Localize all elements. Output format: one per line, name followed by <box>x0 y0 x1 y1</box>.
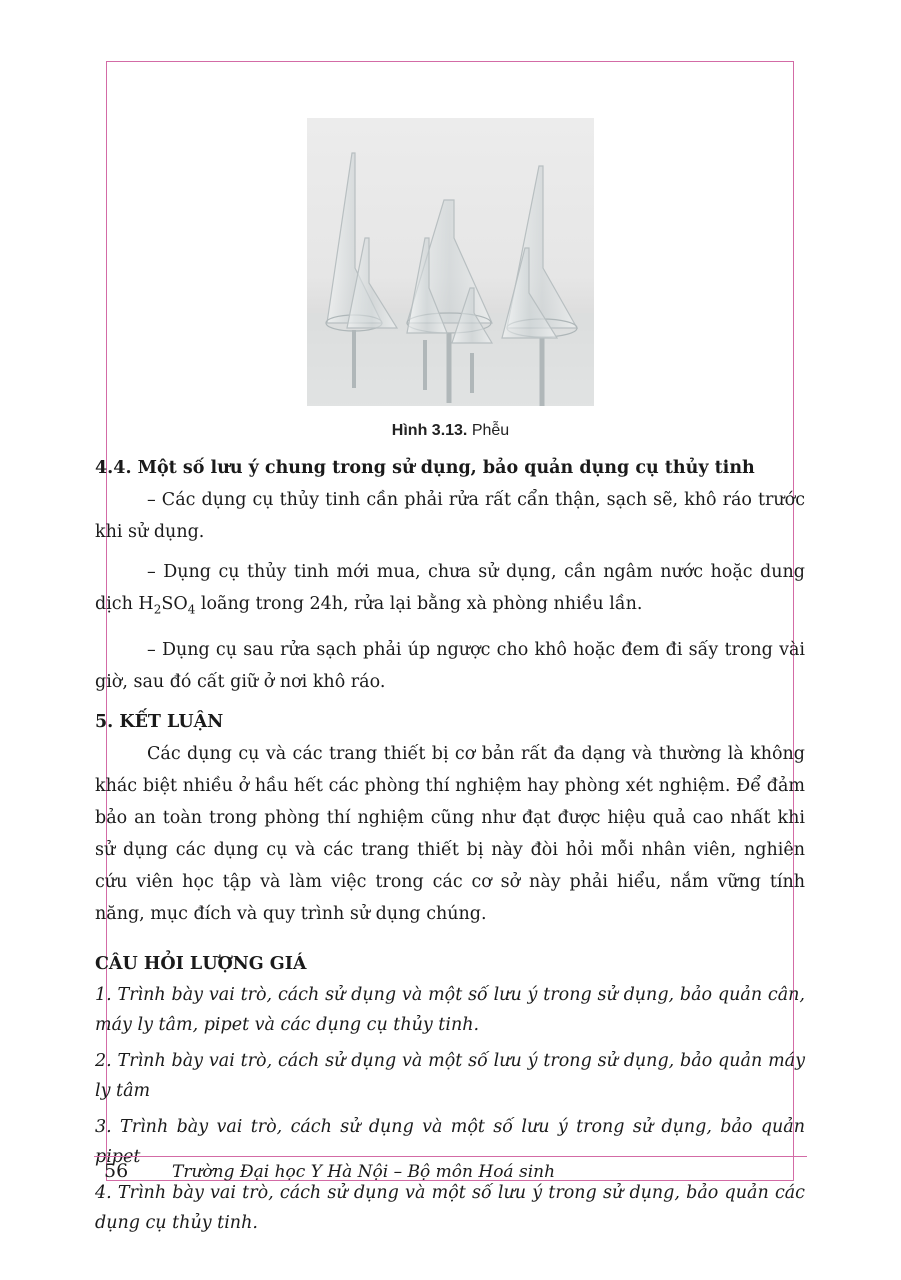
section-4-4-item-2 <box>95 556 805 626</box>
section-5-heading: 5. KẾT LUẬN <box>95 711 224 732</box>
page-number: 56 <box>104 1160 129 1182</box>
section-4-4-item-3: – Dụng cụ sau rửa sạch phải úp ngược cho khô hoặc đem đi sấy trong vài giờ, sau đó cất giữ ở nơi khô ráo. <box>95 639 805 692</box>
section-4-4-item-1: – Các dụng cụ thủy tinh cần phải rửa rất cẩn thận, sạch sẽ, khô ráo trước khi sử dụng. <box>95 490 805 542</box>
item-2-sub-1: 2 <box>153 602 162 617</box>
item-2-sub-2: 4 <box>187 602 196 617</box>
section-4-4-heading: 4.4. Một số lưu ý chung trong sử dụng, bảo quản dụng cụ thủy tinh <box>95 458 755 478</box>
item-2-after: loãng trong 24h, rửa lại bằng xà phòng nhiều lần. <box>195 594 643 614</box>
page-content <box>95 452 805 1244</box>
footer-text: Trường Đại học Y Hà Nội – Bộ môn Hoá sinh <box>172 1162 556 1182</box>
question-3: 3. Trình bày vai trò, cách sử dụng và một số lưu ý trong sử dụng, bảo quản pipet <box>95 1116 805 1167</box>
figure-caption-label: Hình 3.13. <box>391 422 468 439</box>
funnels-illustration <box>307 118 594 406</box>
questions-heading: CÂU HỎI LƯỢNG GIÁ <box>95 953 307 974</box>
item-2-mid: SO <box>161 594 188 614</box>
figure-caption-text: Phễu <box>471 422 510 439</box>
question-4: 4. Trình bày vai trò, cách sử dụng và một số lưu ý trong sử dụng, bảo quản các dụng cụ thủy tinh. <box>95 1182 805 1233</box>
footer-rule <box>94 1156 807 1157</box>
figure-caption <box>0 422 901 440</box>
item-2-before: – Dụng cụ thủy tinh mới mua, chưa sử dụng, cần ngâm nước hoặc dung dịch H <box>95 562 805 614</box>
glass-funnels-photo <box>307 118 594 406</box>
conclusion-paragraph: Các dụng cụ và các trang thiết bị cơ bản rất đa dạng và thường là không khác biệt nhiều ở hầu hết các phòng thí nghiệm hay phòng xét nghiệm. Để đảm bảo an toàn trong phòng thí nghiệm cũng như đạt được hiệu quả cao nhất khi sử dụng các dụng cụ và các trang thiết bị này đòi hỏi mỗi nhân viên, nghiên cứu viên học tập và làm việc trong các cơ sở này phải hiểu, nắm vững tính năng, mục đích và quy trình sử dụng chúng. <box>95 743 805 924</box>
question-2: 2. Trình bày vai trò, cách sử dụng và một số lưu ý trong sử dụng, bảo quản máy ly tâm <box>95 1050 805 1101</box>
question-1: 1. Trình bày vai trò, cách sử dụng và một số lưu ý trong sử dụng, bảo quản cân, máy ly tâm, pipet và các dụng cụ thủy tinh. <box>95 984 805 1035</box>
